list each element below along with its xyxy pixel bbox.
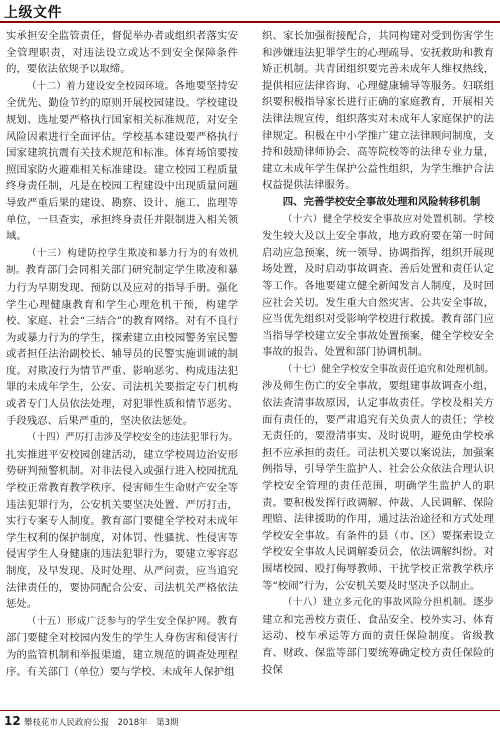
publication-info: 攀枝花市人民政府公报 2018年 第3期	[24, 718, 179, 728]
item-18-lead: （十八）建立多元化的事故风险分担机制。	[282, 597, 473, 609]
item-16-body: 学校发生较大及以上安全事故，地方政府要在第一时间启动应急预案，统一领导、协调指挥，组织开展现场处置，及时启动事故调查、善后处置和责任认定等工作。各地要建立健全新闻发言人制度，及时回应社会关切。发生重大自然灾害、公共安全事故，应当优先组织对受影响学校进行救援。教育部门应当指导学校建立安全事故处置预案，健全学校安全事故的报告、处置和部门协调机制。	[262, 212, 494, 359]
page-number: 12	[4, 714, 21, 728]
item-17-body: 涉及师生伤亡的安全事故，要组建事故调查小组，依法查清事故原因，认定事故责任。学校及相关方面有责任的，要严肃追究有关负责人的责任；学校无责任的，要澄清事实、及时说明，避免由学校承担不应承担的责任。司法机关要以案说法，加强案例指导，引导学生监护人、社会公众依法合理认识学校安全管理的责任范围，明确学生监护人的职责。要积极发挥行政调解、仲裁、人民调解、保险理赔、法律援助的作用，通过法治途径和方式处理学校安全事故。有条件的县（市、区）要探索设立学校安全事故人民调解委员会，依法调解纠纷。对围堵校园、殴打侮辱教师、干扰学校正常教学秩序等“校闹”行为，公安机关要及时坚决予以制止。	[262, 380, 494, 592]
item-13-paragraph	[6, 245, 238, 430]
left-column	[6, 28, 238, 706]
right-column	[262, 28, 494, 706]
section-4-heading: 四、完善学校安全事故处理和风险转移机制	[282, 195, 481, 208]
right-continuation-paragraph: 织、家长加强衔接配合，共同构建对受到伤害学生和涉嫌违法犯罪学生的心理疏导、安抚救助和教育矫正机制。共青团组织要完善未成年人维权热线，提供相应法律咨询、心理健康辅导等服务。妇联组织要积极指导家长进行正确的家庭教育，开展相关法律法规宣传，组织落实对未成年人家庭保护的法律规定。积极在中小学推广建立法律顾问制度，支持和鼓励律师协会、高等院校等的法律专业力量，建立未成年学生保护公益性组织，为学生维护合法权益提供法律服务。	[262, 30, 494, 192]
item-15-lead: （十五）形成广泛参与的学生安全保护网。	[26, 615, 217, 627]
item-17-lead: （十七）健全学校安全事故责任追究和处理机制。	[282, 363, 494, 375]
header-title: 上级文件	[4, 5, 62, 21]
header-divider	[0, 21, 500, 23]
item-18-paragraph	[262, 594, 494, 678]
item-14-body: 扎实推进平安校园创建活动，建立学校周边治安形势研判预警机制。对非法侵入或强行进入校园扰乱学校正常教育教学秩序、侵害师生生命财产安全等违法犯罪行为，公安机关要坚决处置、严厉打击，实行专案专人制度。教育部门要健全学校对未成年学生权利的保护制度，对体罚、性骚扰、性侵害等侵害学生人身健康的违法犯罪行为，要建立零容忍制度，及早发现、及时处理、从严问责，应当追究法律责任的，要协同配合公安、司法机关严格依法惩处。	[6, 448, 238, 611]
item-15-body: 教育部门要健全对校园内发生的学生人身伤害和侵害行为的监管机制和举报渠道，建立规范的调查处理程序。有关部门（单位）要与学校、未成年人保护组	[6, 614, 238, 678]
item-13-lead: （十三）构建防控学生欺凌和暴力行为的有效机制。	[6, 247, 238, 277]
item-12-paragraph	[6, 78, 238, 245]
item-16-lead: （十六）健全学校安全事故应对处置机制。	[282, 213, 473, 225]
item-17-paragraph	[262, 361, 494, 594]
item-12-lead: （十二）着力建设安全校园环境。	[26, 80, 175, 92]
item-16-paragraph	[262, 211, 494, 361]
item-13-body: 教育部门会同相关部门研究制定学生欺凌和暴力行为早期发现、预防以及应对的指导手册。强化学生心理健康教育和学生心理危机干预，构建学校、家庭、社会“三结合”的教育网络。对有不良行为或暴力行为的学生，探索建立由校园警务室民警或者担任法治副校长、辅导员的民警实施训诫的制度。对欺凌行为情节严重、影响恶劣、构成违法犯罪的未成年学生，公安、司法机关要指定专门机构或者专门人员依法处理，对犯罪性质和情节恶劣、手段残忍、后果严重的，坚决依法惩处。	[6, 264, 238, 427]
page-footer	[0, 710, 500, 731]
item-14-lead: （十四）严厉打击涉及学校安全的违法犯罪行为。	[26, 432, 238, 444]
item-15-paragraph	[6, 613, 238, 680]
page-header	[0, 0, 500, 22]
footer-divider	[0, 710, 500, 711]
left-continuation-paragraph: 实承担安全监管责任，督促举办者或组织者落实安全管理职责，对违法设立或达不到安全保障条件的，要依法依规予以取缔。	[6, 30, 238, 76]
item-12-body: 各地要坚持安全优先、勤俭节约的原则开展校园建设。学校建设规划、选址要严格执行国家相关标准规范，对安全风险因素进行全面评估。学校基本建设要严格执行国家建筑抗震有关技术规范和标准。体育场馆要按照国家防火避难相关标准建设。建立校园工程质量终身责任制，凡是在校园工程建设中出现质量问题导致严重后果的建设、勘察、设计、施工、监理等单位，一旦查实，承担终身责任并限制进入相关领域。	[6, 79, 238, 243]
item-18-body: 逐步建立和完善校方责任、食品安全、校外实习、体育运动、校车承运等方面的责任保险制度。省级教育、财政、保监等部门要统筹确定校方责任保险的投保	[262, 596, 494, 676]
item-14-paragraph	[6, 429, 238, 613]
